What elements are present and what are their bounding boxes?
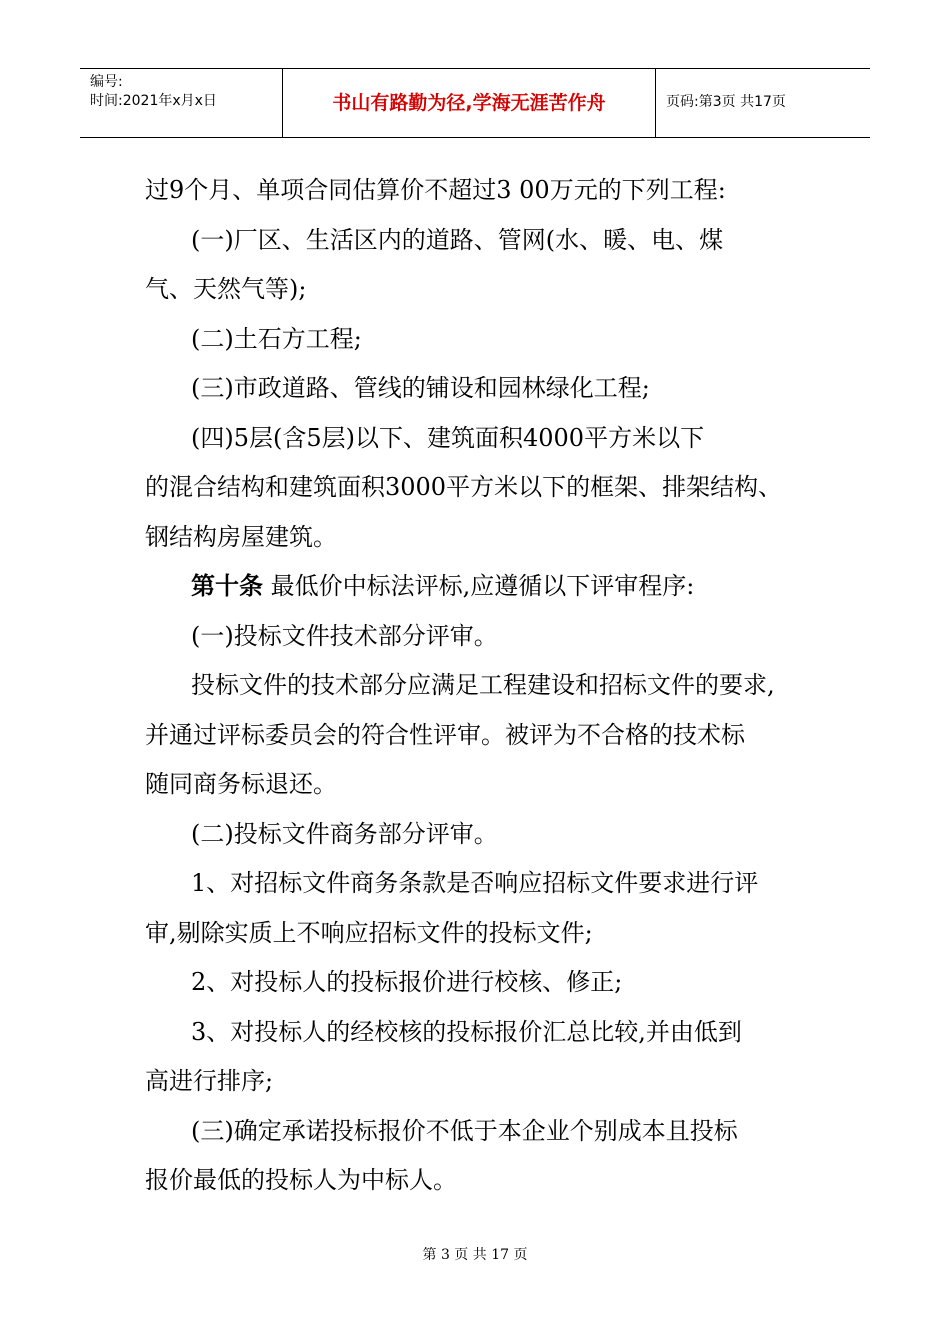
header-meta-cell	[80, 69, 283, 137]
text-line	[145, 364, 825, 414]
document-number-label: 编号:	[90, 74, 123, 90]
line-text: 2、对投标人的投标报价进行校核、修正;	[191, 968, 623, 996]
line-text: 1、对招标文件商务条款是否响应招标文件要求进行评	[191, 869, 759, 897]
text-line	[145, 661, 825, 711]
text-line	[145, 216, 825, 266]
text-line	[145, 711, 825, 761]
text-line	[145, 760, 825, 810]
line-text: (二)投标文件商务部分评审。	[191, 819, 498, 848]
text-line	[145, 958, 825, 1008]
line-text: 3、对投标人的经校核的投标报价汇总比较,并由低到	[191, 1017, 742, 1046]
text-line	[145, 265, 825, 315]
line-text: 过9个月、单项合同估算价不超过3 00万元的下列工程:	[145, 176, 726, 204]
document-time-label: 时间:2021年x月x日	[90, 93, 217, 109]
line-text: (二)土石方工程;	[191, 324, 362, 353]
page-footer: 第 3 页 共 17 页	[422, 1247, 528, 1263]
line-text: 最低价中标法评标,应遵循以下评审程序:	[263, 572, 695, 600]
text-line	[145, 810, 825, 860]
line-text: (三)确定承诺投标报价不低于本企业个别成本且投标	[191, 1116, 738, 1145]
text-line	[145, 562, 825, 612]
header-motto-cell	[283, 69, 656, 137]
header-page-cell	[656, 69, 870, 137]
line-text: 气、天然气等);	[145, 275, 307, 303]
line-text: 并通过评标委员会的符合性评审。被评为不合格的技术标	[145, 720, 745, 749]
text-line	[145, 612, 825, 662]
line-text: 审,剔除实质上不响应招标文件的投标文件;	[145, 918, 593, 947]
line-text: 随同商务标退还。	[145, 770, 337, 798]
text-line	[145, 1107, 825, 1157]
text-line	[145, 414, 825, 464]
article-heading: 第十条	[191, 572, 263, 600]
line-text: (三)市政道路、管线的铺设和园林绿化工程;	[191, 374, 650, 402]
line-text: (一)投标文件技术部分评审。	[191, 621, 498, 650]
line-text: 报价最低的投标人为中标人。	[145, 1166, 457, 1194]
text-line	[145, 315, 825, 365]
line-text: 的混合结构和建筑面积3000平方米以下的框架、排架结构、	[145, 473, 783, 501]
text-line	[145, 909, 825, 959]
text-line	[145, 1057, 825, 1107]
text-line	[145, 1156, 825, 1206]
line-text: 钢结构房屋建筑。	[145, 522, 337, 551]
header-page-info: 页码:第3页 共17页	[666, 94, 786, 110]
line-text: (一)厂区、生活区内的道路、管网(水、暖、电、煤	[191, 225, 724, 254]
text-line	[145, 463, 825, 513]
header-motto: 书山有路勤为径,学海无涯苦作舟	[332, 92, 606, 114]
text-line	[145, 1008, 825, 1058]
text-line	[145, 166, 825, 216]
line-text: (四)5层(含5层)以下、建筑面积4000平方米以下	[191, 423, 705, 452]
line-text: 高进行排序;	[145, 1067, 274, 1095]
document-body	[145, 166, 825, 1206]
line-text: 投标文件的技术部分应满足工程建设和招标文件的要求,	[191, 671, 775, 699]
page-header	[80, 68, 870, 138]
text-line	[145, 859, 825, 909]
text-line	[145, 513, 825, 563]
